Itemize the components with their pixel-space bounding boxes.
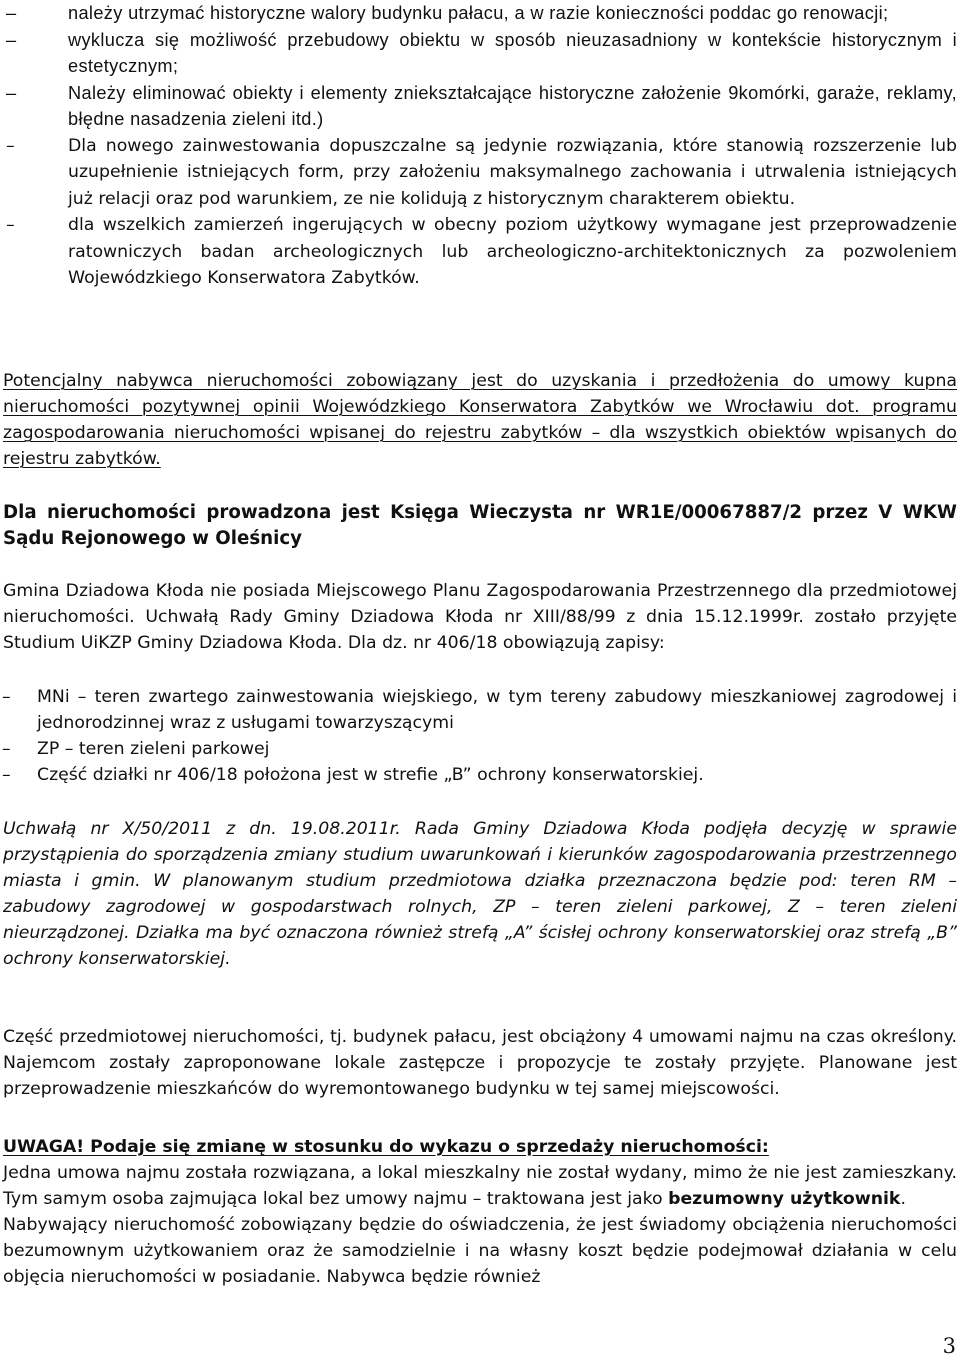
warning-text [3,1160,957,1212]
list-item-text: Część działki nr 406/18 położona jest w strefie „B” ochrony konserwatorskiej. [37,765,704,785]
list-item [0,736,960,762]
dash-marker: – [6,29,17,50]
warning-text-part: Jedna umowa najmu została rozwiązana, a lokal mieszkalny nie został wydany, mimo że nie jest zamieszkany. Tym samym osoba zajmująca lokal bez umowy najmu – traktowana jest jako [3,1163,957,1209]
warning-label: UWAGA! [3,1137,85,1157]
conservation-requirements-list [0,0,960,292]
list-item [0,80,960,133]
list-item-text: ZP – teren zieleni parkowej [37,739,270,759]
buyer-declaration: Nabywający nieruchomość zobowiązany będzie do oświadczenia, że jest świadomy obciążenia nieruchomości bezumownym użytkowaniem oraz że samodzielnie i na własny koszt będzie podejmował działania w celu objęcia nieruchomości w posiadanie. Nabywca będzie również [3,1215,957,1287]
buyer-obligation-paragraph: Potencjalny nabywca nieruchomości zobowiązany jest do uzyskania i przedłożenia do umowy kupna nieruchomości pozytywnej opinii Wojewódzkiego Konserwatora Zabytków we Wrocławiu dot. programu zagospodarowania nieruchomości wpisanej do rejestru zabytków – dla wszystkich obiektów wpisanych do rejestru zabytków. [3,371,957,469]
list-item [0,27,960,80]
list-item-text: Dla nowego zainwestowania dopuszczalne są jedynie rozwiązania, które stanowią rozszerzenie lub uzupełnienie istniejących form, przy założeniu maksymalnego zachowania i utrwalenia istniejących już relacji oraz pod warunkiem, ze nie kolidują z historycznym charakterem obiektu. [68,135,957,209]
list-item-text: Należy eliminować obiekty i elementy zniekształcające historyczne założenie 9komórki, garaże, reklamy, błędne nasadzenia zieleni itd.) [68,82,957,129]
dash-marker: – [6,82,17,103]
resolution-paragraph: Uchwałą nr X/50/2011 z dn. 19.08.2011r. Rada Gminy Dziadowa Kłoda podjęła decyzję w sprawie przystąpienia do sporządzenia zmiany studium uwarunkowań i kierunków zagospodarowania przestrzennego miasta i gmin. W planowanym studium przedmiotowa działka przeznaczona będzie pod: teren RM – zabudowy zagrodowej w gospodarstwach rolnych, ZP – teren zieleni parkowej, Z – teren zieleni nieurządzonej. Działka ma być oznaczona również strefą „A” ścisłej ochrony konserwatorskiej oraz strefą „B” ochrony konserwatorskiej. [3,819,957,969]
list-item [0,762,960,788]
lease-paragraph: Część przedmiotowej nieruchomości, tj. budynek pałacu, jest obciążony 4 umowami najmu na czas określony. Najemcom zostały zaproponowane lokale zastępcze i propozycje te zostały przyjęte. Planowane jest przeprowadzenie mieszkańców do wyremontowanego budynku w tej samej miejscowości. [3,1027,957,1099]
list-item [0,212,960,292]
list-item-text: wyklucza się możliwość przebudowy obiektu w sposób nieuzasadniony w kontekście historycznym i estetycznym; [68,29,957,76]
land-register-heading: Dla nieruchomości prowadzona jest Księga Wieczysta nr WR1E/00067887/2 przez V WKW Sądu Rejonowego w Oleśnicy [3,502,957,549]
warning-heading [3,1134,957,1160]
dash-marker: – [6,3,17,23]
dash-marker: – [2,687,11,707]
list-item [0,0,960,27]
list-item [0,133,960,213]
planning-paragraph: Gmina Dziadowa Kłoda nie posiada Miejscowego Planu Zagospodarowania Przestrzennego dla przedmiotowej nieruchomości. Uchwałą Rady Gminy Dziadowa Kłoda nr XIII/88/99 z dnia 15.12.1999r. zostało przyjęte Studium UiKZP Gminy Dziadowa Kłoda. Dla dz. nr 406/18 obowiązują zapisy: [3,581,957,653]
list-item-text: dla wszelkich zamierzeń ingerujących w obecny poziom użytkowy wymagane jest przeprowadzenie ratowniczych badan archeologicznych lub archeologiczno-architektonicznych za pozwoleniem Wojewódzkiego Konserwatora Zabytków. [68,215,957,288]
dash-marker: – [6,135,15,156]
list-item-text: MNi – teren zwartego zainwestowania wiejskiego, w tym tereny zabudowy mieszkaniowej zagrodowej i jednorodzinnej wraz z usługami towarzyszącymi [37,687,957,733]
warning-text-end: . [900,1189,906,1209]
dash-marker: – [6,215,15,235]
warning-title: Podaje się zmianę w stosunku do wykazu o sprzedaży nieruchomości: [84,1137,769,1157]
zoning-list [0,684,960,788]
page-number: 3 [942,1334,956,1358]
list-item [0,684,960,736]
dash-marker: – [2,765,11,785]
bold-term: bezumowny użytkownik [668,1189,901,1209]
list-item-text: należy utrzymać historyczne walory budynku pałacu, a w razie konieczności poddac go renowacji; [68,3,889,23]
dash-marker: – [2,739,11,759]
warning-section [3,1134,957,1290]
